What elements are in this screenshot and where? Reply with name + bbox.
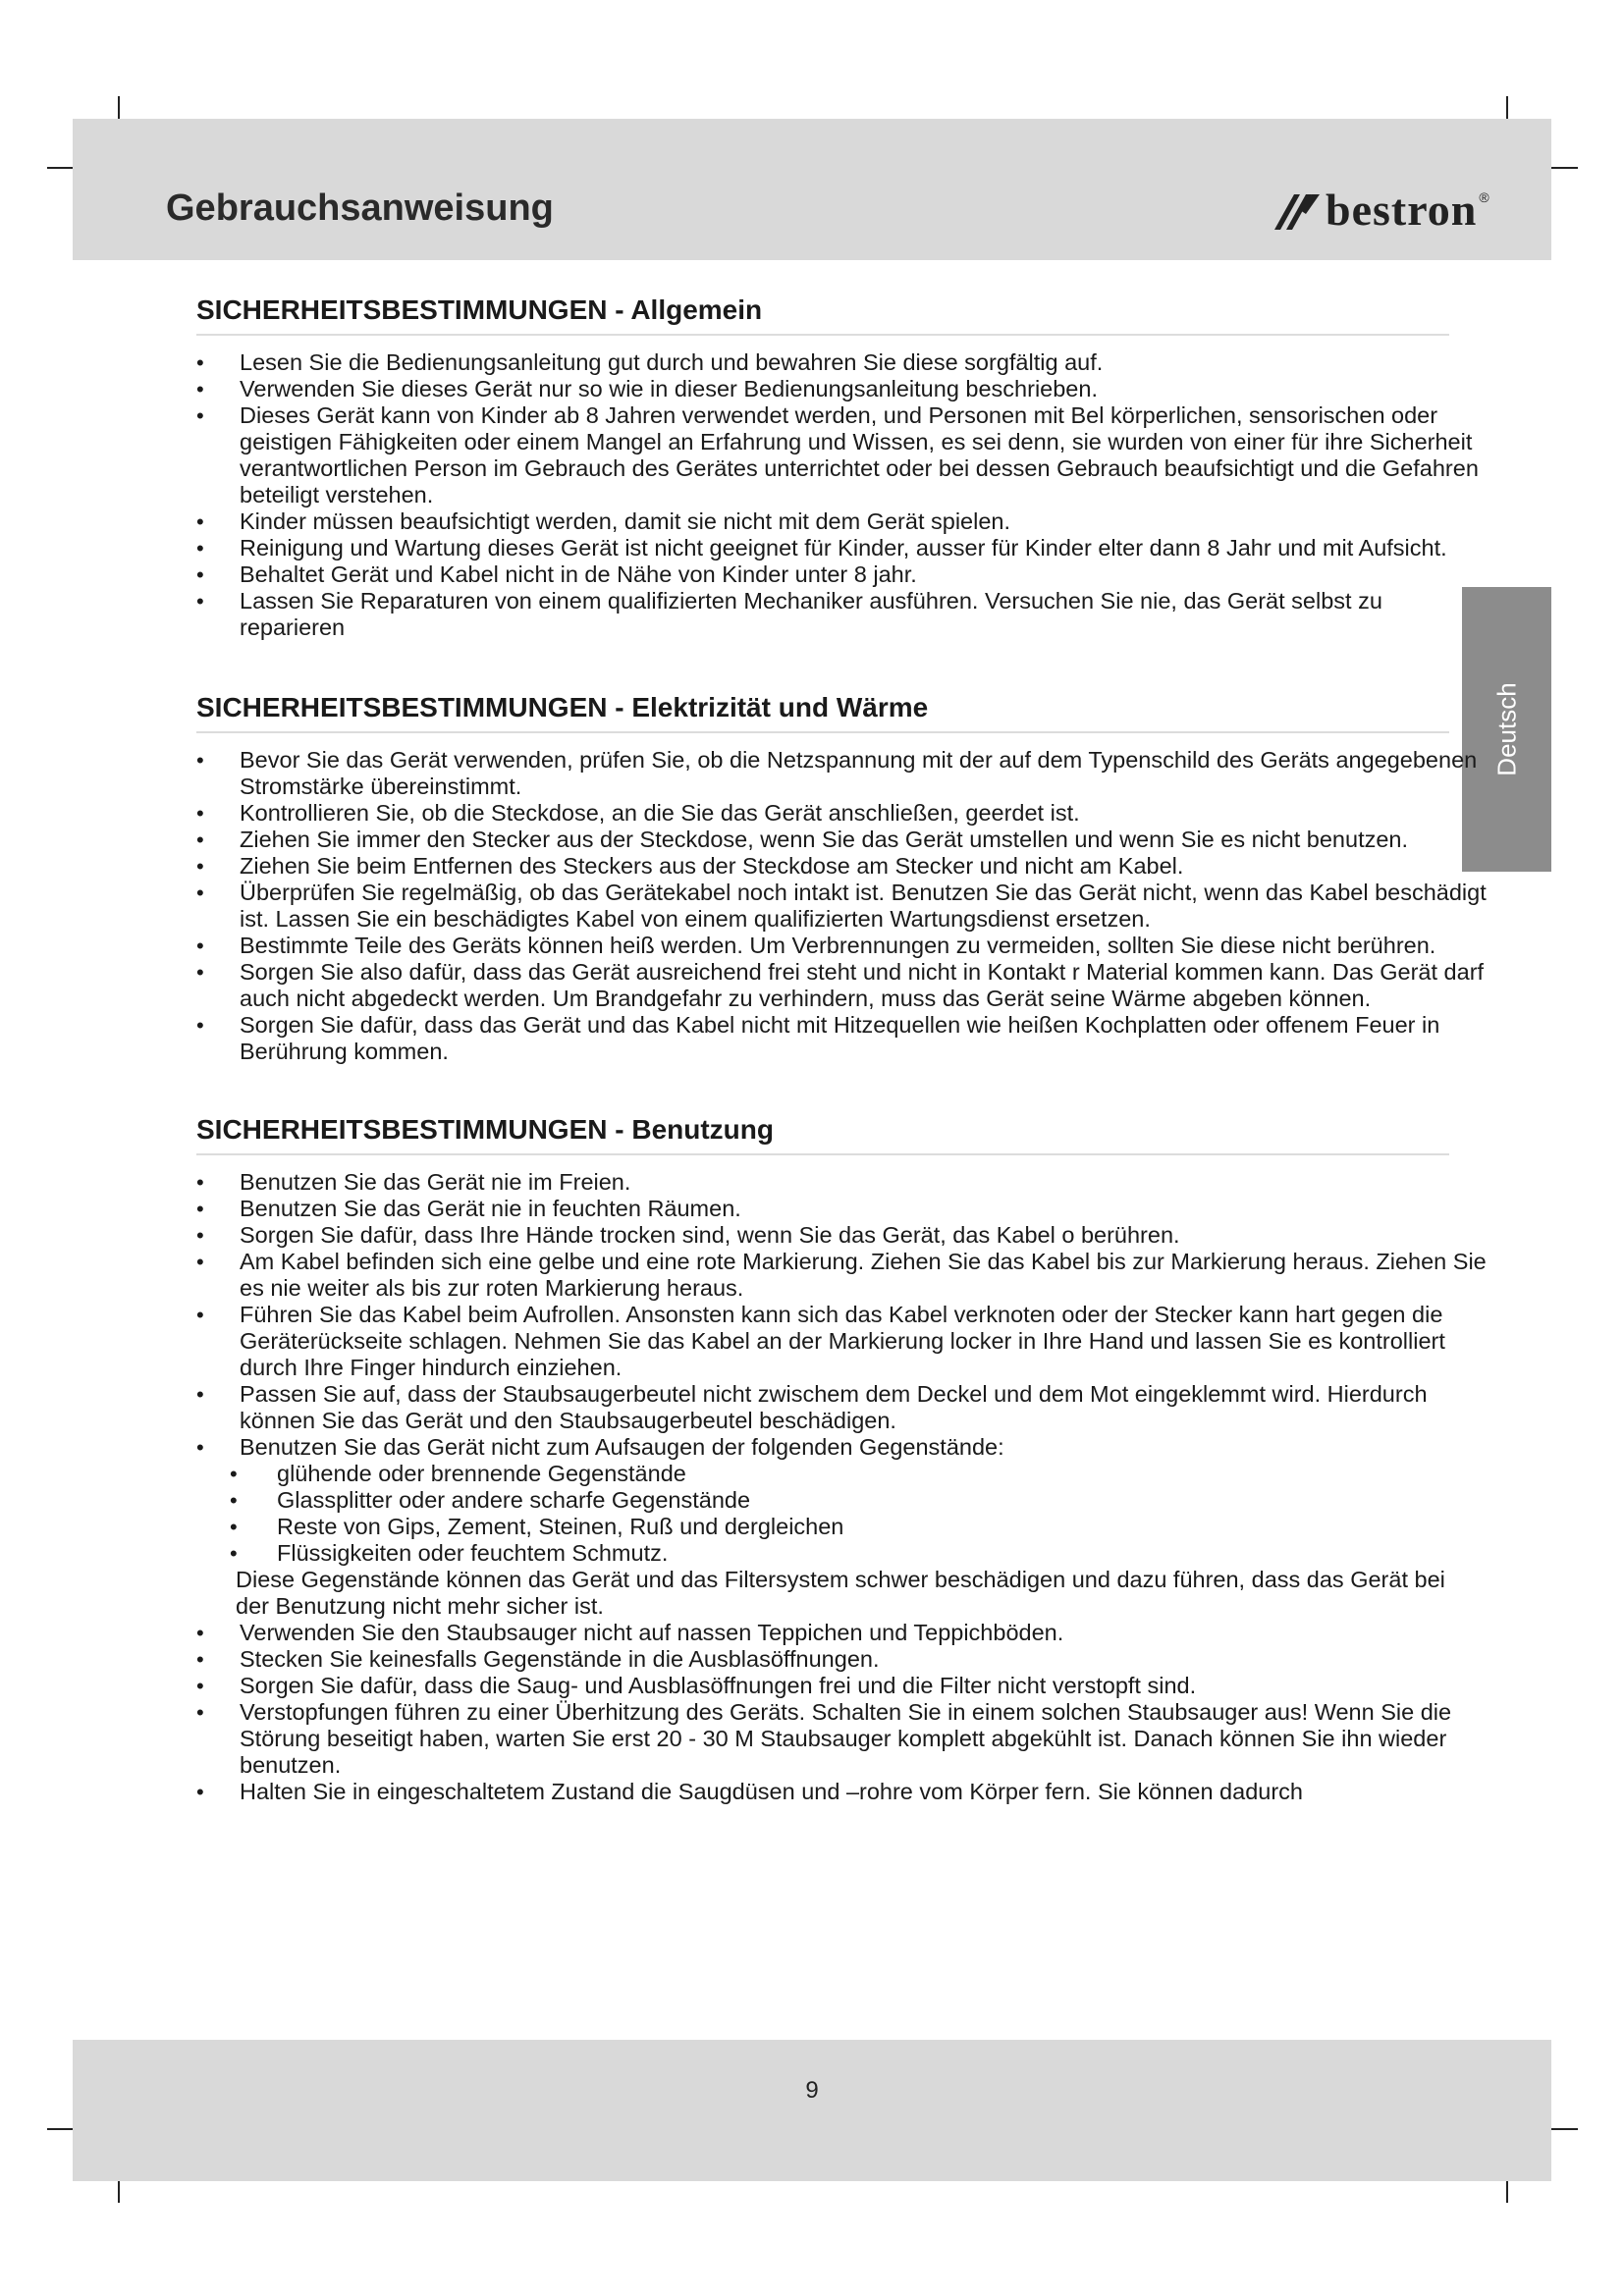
list-item: • Verstopfungen führen zu einer Überhitzung des Geräts. Schalten Sie in einem solchen Staubsauger aus! Wenn Sie die Störung beseitigt haben, warten Sie erst 20 - 30 M Staubsauger komplett abgekühlt ist. Danach können Sie ihn wieder benutzen.	[196, 1699, 1487, 1779]
section-title: SICHERHEITSBESTIMMUNGEN - Elektrizität und Wärme	[196, 692, 1449, 733]
sub-list-item: • Flüssigkeiten oder feuchtem Schmutz.	[196, 1540, 1524, 1567]
page-title: Gebrauchsanweisung	[166, 187, 554, 229]
registered-mark: ®	[1479, 189, 1489, 205]
bullet-list	[196, 1169, 1571, 1805]
list-note: Diese Gegenstände können das Gerät und das Filtersystem schwer beschädigen und dazu führen, dass das Gerät bei der Benutzung nicht mehr sicher ist.	[236, 1567, 1445, 1619]
list-item: • Verwenden Sie dieses Gerät nur so wie in dieser Bedienungsanleitung beschrieben.	[196, 376, 1487, 402]
list-item: • Überprüfen Sie regelmäßig, ob das Gerätekabel noch intakt ist. Benutzen Sie das Gerät nicht, wenn das Kabel beschädigt ist. Lassen Sie ein beschädigtes Kabel von einem qualifizierten Wartungsdienst ersetzen.	[196, 880, 1487, 933]
section-electricity	[196, 692, 1571, 1065]
page-number: 9	[805, 2077, 819, 2104]
list-item: • Sorgen Sie dafür, dass Ihre Hände trocken sind, wenn Sie das Gerät, das Kabel o berühren.	[196, 1222, 1487, 1249]
list-item: • Ziehen Sie beim Entfernen des Steckers aus der Steckdose am Stecker und nicht am Kabel.	[196, 853, 1487, 880]
list-item: • Sorgen Sie dafür, dass die Saug- und Ausblasöffnungen frei und die Filter nicht verstopft sind.	[196, 1673, 1487, 1699]
bullet-list	[196, 349, 1571, 641]
list-item: • Ziehen Sie immer den Stecker aus der Steckdose, wenn Sie das Gerät umstellen und wenn Sie es nicht benutzen.	[196, 827, 1487, 853]
footer-band	[73, 2040, 1551, 2181]
list-item: • Kontrollieren Sie, ob die Steckdose, an die Sie das Gerät anschließen, geerdet ist.	[196, 800, 1487, 827]
section-usage	[196, 1114, 1571, 1805]
list-item: • Sorgen Sie also dafür, dass das Gerät ausreichend frei steht und nicht in Kontakt r Material kommen kann. Das Gerät darf auch nicht abgedeckt werden. Um Brandgefahr zu verhindern, muss das Gerät seine Wärme abgeben können.	[196, 959, 1487, 1012]
section-title: SICHERHEITSBESTIMMUNGEN - Benutzung	[196, 1114, 1449, 1155]
list-item: • Kinder müssen beaufsichtigt werden, damit sie nicht mit dem Gerät spielen.	[196, 508, 1487, 535]
list-item: • Führen Sie das Kabel beim Aufrollen. Ansonsten kann sich das Kabel verknoten oder der Stecker kann hart gegen die Geräterückseite schlagen. Nehmen Sie das Kabel an der Markierung locker in Ihre Hand und lassen Sie es kontrolliert durch Ihre Finger hindurch einziehen.	[196, 1302, 1487, 1381]
list-item: • Verwenden Sie den Staubsauger nicht auf nassen Teppichen und Teppichböden.	[196, 1620, 1487, 1646]
brand-logo	[1272, 184, 1489, 236]
main-content	[196, 294, 1571, 1805]
list-item: • Dieses Gerät kann von Kinder ab 8 Jahren verwendet werden, und Personen mit Bel körperlichen, sensorischen oder geistigen Fähigkeiten oder einem Mangel an Erfahrung und Wissen, es sei denn, sie wurden von einer für ihre Sicherheit verantwortlichen Person im Gebrauch des Gerätes unterrichtet oder bei dessen Gebrauch beaufsichtigt und die Gefahren beteiligt verstehen.	[196, 402, 1487, 508]
list-item: • Benutzen Sie das Gerät nie in feuchten Räumen.	[196, 1196, 1487, 1222]
sub-list-item: • Reste von Gips, Zement, Steinen, Ruß und dergleichen	[196, 1514, 1524, 1540]
sub-list-item: • glühende oder brennende Gegenstände	[196, 1461, 1524, 1487]
brand-name: bestron	[1326, 185, 1478, 235]
list-item: • Sorgen Sie dafür, dass das Gerät und das Kabel nicht mit Hitzequellen wie heißen Kochplatten oder offenem Feuer in Berührung kommen.	[196, 1012, 1487, 1065]
list-item: • Halten Sie in eingeschaltetem Zustand die Saugdüsen und –rohre vom Körper fern. Sie können dadurch	[196, 1779, 1487, 1805]
list-item: • Bestimmte Teile des Geräts können heiß werden. Um Verbrennungen zu vermeiden, sollten Sie diese nicht berühren.	[196, 933, 1487, 959]
list-item: • Behaltet Gerät und Kabel nicht in de Nähe von Kinder unter 8 jahr.	[196, 561, 1487, 588]
brand-chevron-icon	[1272, 188, 1322, 232]
list-item: • Passen Sie auf, dass der Staubsaugerbeutel nicht zwischem dem Deckel und dem Mot eingeklemmt wird. Hierdurch können Sie das Gerät und den Staubsaugerbeutel beschädigen.	[196, 1381, 1487, 1434]
list-item: • Lassen Sie Reparaturen von einem qualifizierten Mechaniker ausführen. Versuchen Sie nie, das Gerät selbst zu reparieren	[196, 588, 1487, 641]
list-item: • Stecken Sie keinesfalls Gegenstände in die Ausblasöffnungen.	[196, 1646, 1487, 1673]
list-item: • Am Kabel befinden sich eine gelbe und eine rote Markierung. Ziehen Sie das Kabel bis zur Markierung heraus. Ziehen Sie es nie weiter als bis zur roten Markierung heraus.	[196, 1249, 1487, 1302]
header-band	[73, 119, 1551, 260]
list-item: • Benutzen Sie das Gerät nicht zum Aufsaugen der folgenden Gegenstände:	[196, 1434, 1487, 1461]
sub-list-item: • Glassplitter oder andere scharfe Gegenstände	[196, 1487, 1524, 1514]
section-title: SICHERHEITSBESTIMMUNGEN - Allgemein	[196, 294, 1449, 336]
bullet-list	[196, 747, 1571, 1065]
list-item: • Lesen Sie die Bedienungsanleitung gut durch und bewahren Sie diese sorgfältig auf.	[196, 349, 1487, 376]
section-general	[196, 294, 1571, 641]
language-tab-label: Deutsch	[1491, 682, 1521, 776]
list-item: • Reinigung und Wartung dieses Gerät ist nicht geeignet für Kinder, ausser für Kinder elter dann 8 Jahr und mit Aufsicht.	[196, 535, 1487, 561]
list-item: • Benutzen Sie das Gerät nie im Freien.	[196, 1169, 1487, 1196]
list-item: • Bevor Sie das Gerät verwenden, prüfen Sie, ob die Netzspannung mit der auf dem Typenschild des Geräts angegebenen Stromstärke übereinstimmt.	[196, 747, 1487, 800]
